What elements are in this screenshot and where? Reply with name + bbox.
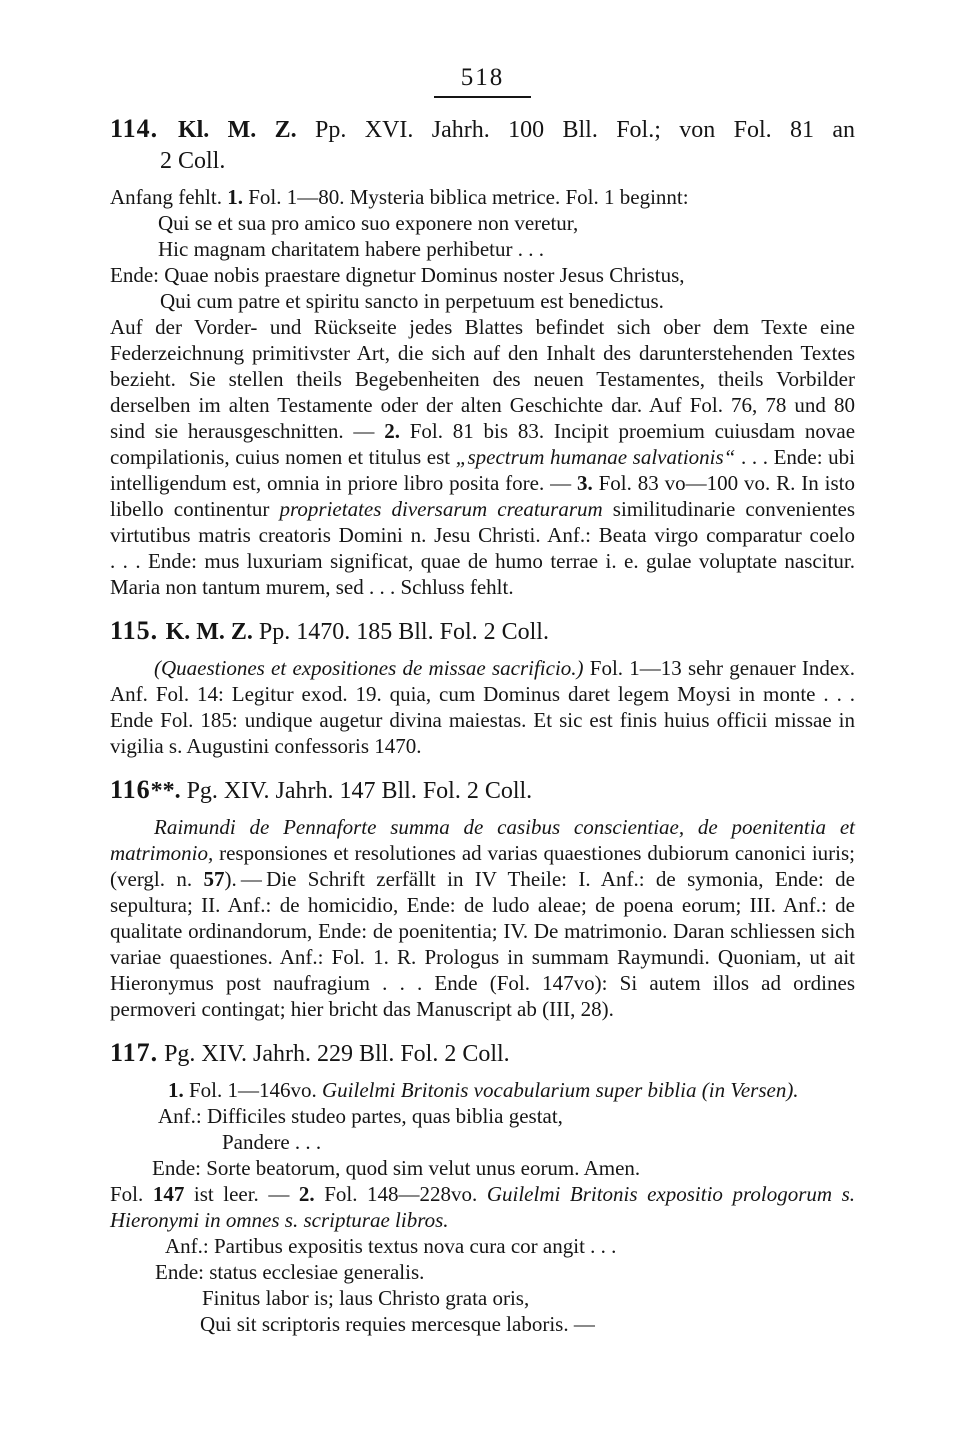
- text-run: **.: [150, 778, 181, 804]
- catalog-entry-114-heading: [110, 113, 855, 177]
- text-run: „spectrum humanae salvationis“: [455, 445, 736, 469]
- text-run: K. M. Z.: [165, 619, 253, 645]
- text-run: Qui sit scriptoris requies mercesque laboris. —: [200, 1312, 595, 1336]
- text-run: Kl. M. Z.: [177, 117, 297, 143]
- catalog-entry-117-line-8: [110, 1311, 855, 1337]
- text-run: Anf.: Partibus expositis textus nova cura cor angit . . .: [165, 1234, 617, 1258]
- text-run: 2 Coll.: [160, 148, 226, 174]
- text-run: Fol. 1—80. Mysteria biblica metrice. Fol. 1 beginnt:: [242, 185, 689, 209]
- text-run: Fol.: [110, 1182, 153, 1206]
- entry-number: 117.: [110, 1038, 159, 1067]
- text-run: proprietates diversarum creaturarum: [279, 497, 603, 521]
- text-run: Pp. 1470. 185 Bll. Fol. 2 Coll.: [252, 619, 549, 645]
- text-run: Fol. 1—13 sehr genauer Index. Anf. Fol. 14: Legitur exod. 19. quia, cum Dominus daret legem Moysi in monte . . . Ende Fol. 185: undique augetur divina maiestas. Et sic est finis huius officii missae in vigilia s. Augustini confessoris 1470.: [110, 656, 855, 758]
- catalog-entry-115: [110, 615, 855, 759]
- catalog-entry-116: [110, 774, 855, 1022]
- text-run: Pandere . . .: [222, 1130, 322, 1154]
- text-run: 2.: [298, 1182, 315, 1206]
- text-run: Pg. XIV. Jahrh. 229 Bll. Fol. 2 Coll.: [158, 1041, 510, 1067]
- catalog-entry-117-para-4: [110, 1181, 855, 1233]
- entry-number: 115.: [110, 616, 166, 645]
- text-run: Guilelmi Britonis expositio prologorum s. Hieronymi in omnes s. scripturae libros.: [110, 1182, 856, 1232]
- catalog-entry-114-line-4: [110, 288, 855, 314]
- page-number: 518: [434, 64, 532, 98]
- catalog-entry-115-heading: [110, 615, 855, 648]
- catalog-entry-115-heading-line-0: [110, 615, 855, 648]
- text-run: Anfang fehlt.: [110, 185, 228, 209]
- text-run: 57: [203, 867, 225, 891]
- text-run: Finitus labor is; laus Christo grata oris,: [202, 1286, 530, 1310]
- catalog-entry-117-line-2: [110, 1129, 855, 1155]
- text-run: Auf der Vorder- und Rückseite jedes Blattes befindet sich ober dem Texte eine Federzeichnung primitivster Art, die sich auf den Inhalt des darunterstehenden Textes bezieht. Sie stellen theils Begebenheiten des neuen Testamentes, theils Vorbilder derselben im alten Testamente oder der alten Geschichte dar. Auf Fol. 76, 78 und 80 sind sie herausgeschnitten. —: [110, 315, 855, 443]
- text-run: Anf.: Difficiles studeo partes, quas biblia gestat,: [158, 1104, 563, 1128]
- catalog-entry-114-heading-line-1: [110, 146, 855, 177]
- entries-container: [110, 113, 855, 1337]
- text-run: Ende: Sorte beatorum, quod sim velut unus eorum. Amen.: [152, 1156, 641, 1180]
- catalog-entry-114-line-0: [110, 184, 855, 210]
- catalog-entry-114-para-5: [110, 314, 855, 600]
- catalog-entry-114: [110, 113, 855, 600]
- text-run: Ende: status ecclesiae generalis.: [155, 1260, 425, 1284]
- text-run: Raimundi de Pennaforte summa de casibus conscientiae, de poenitentia et matrimonio,: [110, 815, 855, 865]
- text-run: . . . Ende: ubi intelligendum est, omnia in priore libro posita fore. —: [110, 445, 856, 495]
- catalog-entry-117-line-5: [110, 1233, 855, 1259]
- catalog-entry-114-line-3: [110, 262, 855, 288]
- text-run: Qui se et sua pro amico suo exponere non veretur,: [158, 211, 579, 235]
- text-run: Hic magnam charitatem habere perhibetur . . .: [158, 237, 544, 261]
- catalog-entry-117-line-6: [110, 1259, 855, 1285]
- text-run: (Quaestiones et expositiones de missae sacrificio.): [154, 656, 584, 680]
- catalog-entry-117-line-1: [110, 1103, 855, 1129]
- entry-number: 116: [110, 775, 151, 804]
- text-run: Fol. 1—146vo.: [183, 1078, 323, 1102]
- catalog-entry-116-heading-line-0: [110, 774, 855, 807]
- text-run: Guilelmi Britonis vocabularium super biblia (in Versen).: [322, 1078, 799, 1102]
- text-run: 2.: [384, 419, 400, 443]
- catalog-entry-117-line-3: [110, 1155, 855, 1181]
- text-run: 147: [152, 1182, 185, 1206]
- text-run: Pg. XIV. Jahrh. 147 Bll. Fol. 2 Coll.: [180, 778, 533, 804]
- catalog-entry-114-heading-line-0: [110, 113, 855, 146]
- text-run: 1.: [168, 1078, 184, 1102]
- text-run: Fol. 81 bis 83. Incipit proemium cuiusdam novae compilationis, cuius nomen et titulus est: [110, 419, 856, 469]
- catalog-entry-114-line-2: [110, 236, 855, 262]
- text-run: Pp. XVI. Jahrh. 100 Bll. Fol.; von Fol. 81 an: [296, 117, 855, 143]
- catalog-entry-117: [110, 1037, 855, 1337]
- catalog-entry-117-line-0: [110, 1077, 855, 1103]
- catalog-entry-117-heading: [110, 1037, 855, 1070]
- catalog-entry-115-para-0: [110, 655, 855, 759]
- text-run: responsiones et resolutiones ad varias quaestiones dubiorum canonici iuris; (vergl. n.: [110, 841, 855, 891]
- catalog-entry-116-heading: [110, 774, 855, 807]
- text-run: Fol. 83 vo—100 vo. R. In isto libello continentur: [110, 471, 855, 521]
- catalog-entry-116-para-0: [110, 814, 855, 1022]
- text-run: 1.: [227, 185, 243, 209]
- text-run: ). — Die Schrift zerfällt in IV Theile: I. Anf.: de symonia, Ende: de sepultura; II. Anf.: de homicidio, Ende: de ludo aleae; de poena eorum; III. Anf.: de qualitate ordinandorum, Ende: de poenitentia; IV. De matrimonio. Daran schliessen sich variae quaestiones. Anf.: Fol. 1. R. Prologus in summam Raymundi. Quoniam, ut ait Hieronymus post naufragium . . . Ende (Fol. 147vo): Si autem illos ad ordines permoveri contingat; hier bricht das Manuscript ab (III, 28).: [110, 867, 855, 1021]
- catalog-entry-117-heading-line-0: [110, 1037, 855, 1070]
- text-run: similitudinarie convenientes virtutibus matris creatoris Domini n. Jesu Christi. Anf.: Beata virgo comparatur coelo . . . Ende: mus luxuriam significat, quae de humo terrae i. e. gulae voluptate nascitur. Maria non tantum murem, sed . . . Schluss fehlt.: [110, 497, 856, 599]
- catalog-entry-117-line-7: [110, 1285, 855, 1311]
- text-run: Qui cum patre et spiritu sancto in perpetuum est benedictus.: [160, 289, 664, 313]
- catalog-entry-114-line-1: [110, 210, 855, 236]
- text-run: 3.: [576, 471, 593, 495]
- page-header: [110, 64, 855, 98]
- text-run: Fol. 148—228vo.: [314, 1182, 487, 1206]
- text-run: Ende: Quae nobis praestare dignetur Dominus noster Jesus Christus,: [110, 263, 685, 287]
- entry-number: 114.: [110, 114, 178, 143]
- text-run: ist leer. —: [184, 1182, 299, 1206]
